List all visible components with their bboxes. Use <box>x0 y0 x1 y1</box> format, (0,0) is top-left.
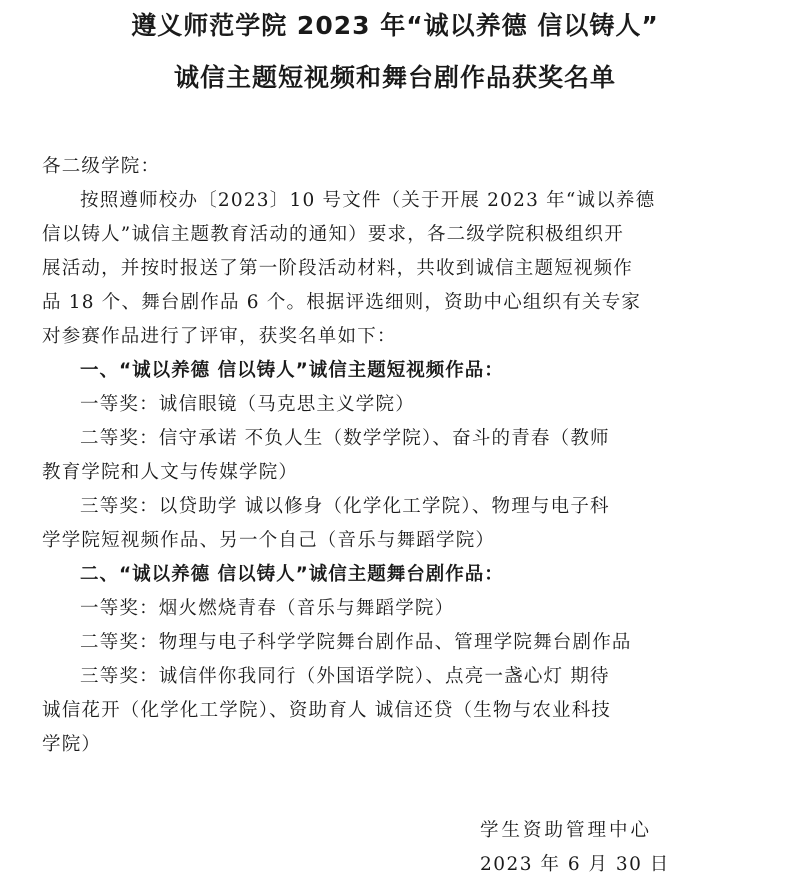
award-second-prize-video-cont: 教育学院和人文与传媒学院） <box>42 462 299 483</box>
signature-organization: 学生资助管理中心 <box>480 820 653 841</box>
award-third-prize-video: 三等奖：以贷助学 诚以修身（化学化工学院）、物理与电子科 <box>80 496 610 517</box>
document-title-line1: 遵义师范学院 2023 年“诚以养德 信以铸人” <box>131 11 659 40</box>
award-second-prize-play: 二等奖：物理与电子科学学院舞台剧作品、管理学院舞台剧作品 <box>80 632 632 653</box>
award-second-prize-video: 二等奖：信守承诺 不负人生（数学学院）、奋斗的青春（教师 <box>80 428 610 449</box>
document-body <box>42 150 742 762</box>
intro-line: 展活动，并按时报送了第一阶段活动材料，共收到诚信主题短视频作 <box>42 258 634 279</box>
award-third-prize-video-cont: 学学院短视频作品、另一个自己（音乐与舞蹈学院） <box>42 530 496 551</box>
signature-date: 2023 年 6 月 30 日 <box>480 854 670 875</box>
award-first-prize-play: 一等奖：烟火燃烧青春（音乐与舞蹈学院） <box>80 598 455 619</box>
signature-block <box>480 814 670 882</box>
intro-line: 信以铸人”诚信主题教育活动的通知）要求，各二级学院积极组织开 <box>42 224 624 245</box>
intro-line: 品 18 个、舞台剧作品 6 个。根据评选细则，资助中心组织有关专家 <box>42 292 642 313</box>
award-first-prize-video: 一等奖：诚信眼镜（马克思主义学院） <box>80 394 415 415</box>
salutation: 各二级学院： <box>42 156 161 177</box>
intro-line: 按照遵师校办〔2023〕10 号文件（关于开展 2023 年“诚以养德 <box>80 190 656 211</box>
document-title-line2: 诚信主题短视频和舞台剧作品获奖名单 <box>173 63 616 92</box>
award-third-prize-play-cont: 诚信花开（化学化工学院）、资助育人 诚信还贷（生物与农业科技 <box>42 700 612 721</box>
award-third-prize-play: 三等奖：诚信伴你我同行（外国语学院）、点亮一盏心灯 期待 <box>80 666 610 687</box>
award-third-prize-play-cont: 学院） <box>42 734 102 755</box>
intro-line: 对参赛作品进行了评审，获奖名单如下： <box>42 326 397 347</box>
section-heading-short-video: 一、“诚以养德 信以铸人”诚信主题短视频作品： <box>80 360 504 381</box>
section-heading-stage-play: 二、“诚以养德 信以铸人”诚信主题舞台剧作品： <box>80 564 504 585</box>
